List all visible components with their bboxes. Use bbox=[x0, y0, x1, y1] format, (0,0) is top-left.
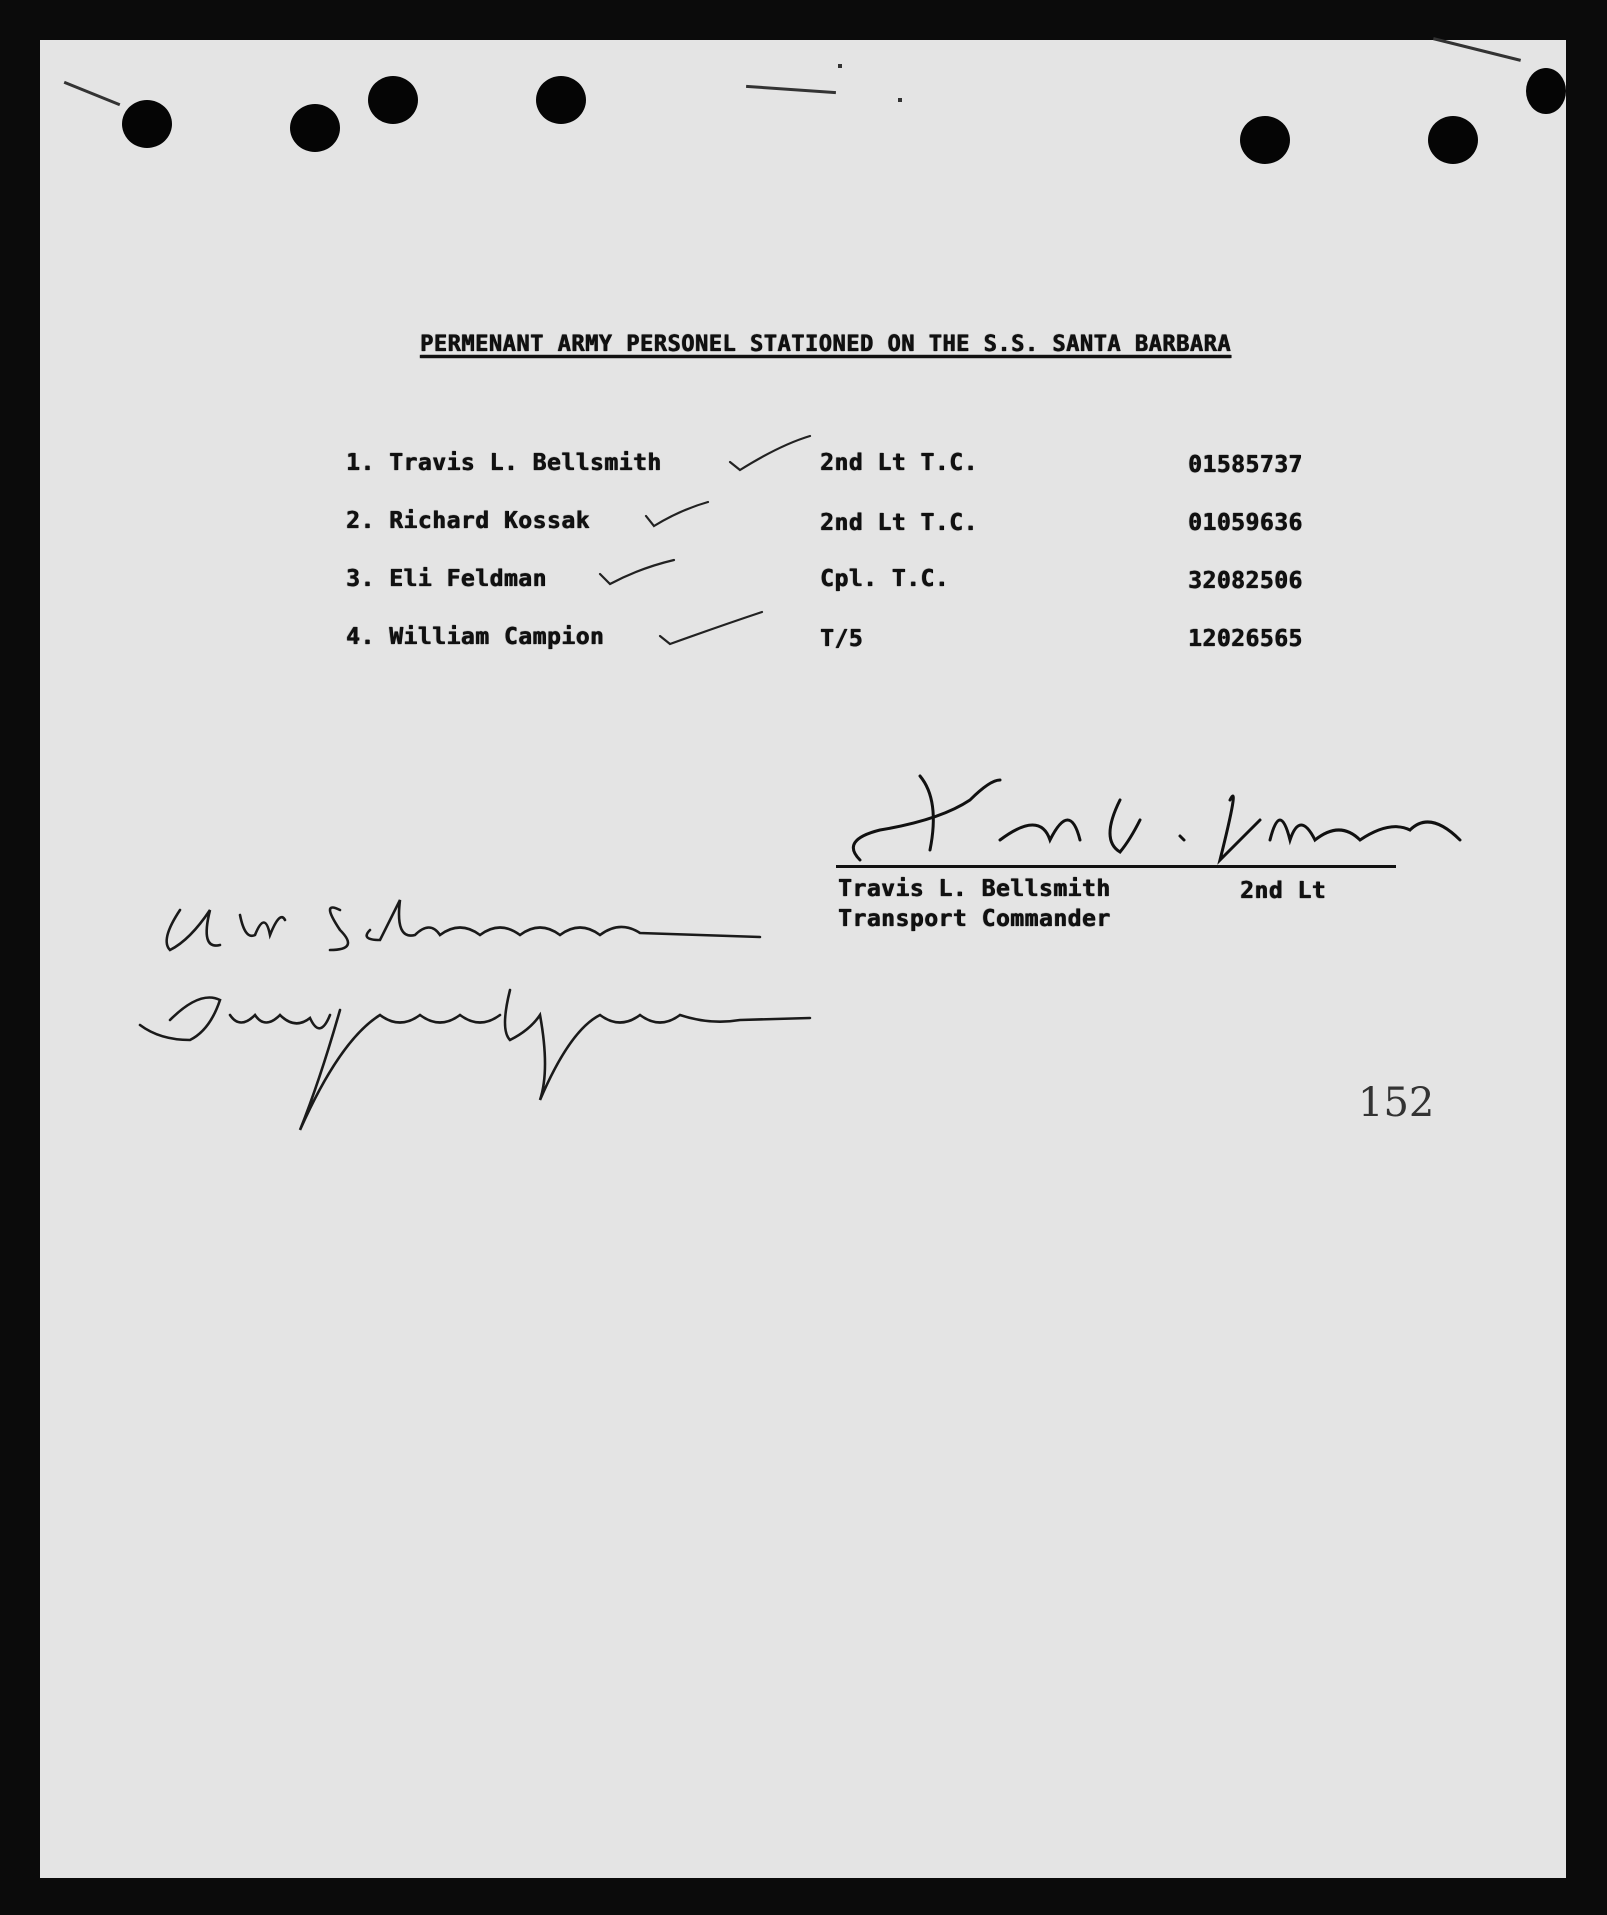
personnel-rank: 2nd Lt T.C. bbox=[820, 450, 978, 476]
document-title: PERMENANT ARMY PERSONEL STATIONED ON THE S.S. SANTA BARBARA bbox=[420, 332, 1231, 357]
commander-rank: 2nd Lt bbox=[1240, 878, 1327, 904]
personnel-rank: T/5 bbox=[820, 626, 864, 652]
personnel-number: 1. bbox=[346, 450, 375, 476]
commander-signature-text bbox=[902, 810, 1360, 866]
check-mark-icon bbox=[730, 436, 810, 470]
check-mark-icon bbox=[646, 502, 708, 526]
commander-title: Transport Commander bbox=[838, 906, 1111, 932]
personnel-serial: 12026565 bbox=[1188, 626, 1303, 652]
personnel-rank: Cpl. T.C. bbox=[820, 566, 950, 592]
personnel-name-text: Travis L. Bellsmith bbox=[389, 450, 662, 476]
personnel-rank: 2nd Lt T.C. bbox=[820, 510, 978, 536]
personnel-name-text: Richard Kossak bbox=[389, 508, 590, 534]
handwritten-marks bbox=[40, 40, 1566, 1878]
inspector-name bbox=[170, 900, 520, 946]
personnel-number: 3. bbox=[346, 566, 375, 592]
personnel-name-text: William Campion bbox=[389, 624, 605, 650]
commander-name: Travis L. Bellsmith bbox=[838, 876, 1111, 902]
personnel-serial: 01059636 bbox=[1188, 510, 1303, 536]
personnel-number: 2. bbox=[346, 508, 375, 534]
check-mark-icon bbox=[660, 612, 762, 644]
personnel-number: 4. bbox=[346, 624, 375, 650]
inspector-title bbox=[150, 990, 613, 1041]
personnel-name-text: Eli Feldman bbox=[389, 566, 547, 592]
document-page bbox=[40, 40, 1566, 1878]
check-mark-icon bbox=[600, 560, 674, 584]
personnel-serial: 01585737 bbox=[1188, 452, 1303, 478]
page-number: 152 bbox=[1358, 1080, 1435, 1126]
personnel-serial: 32082506 bbox=[1188, 568, 1303, 594]
